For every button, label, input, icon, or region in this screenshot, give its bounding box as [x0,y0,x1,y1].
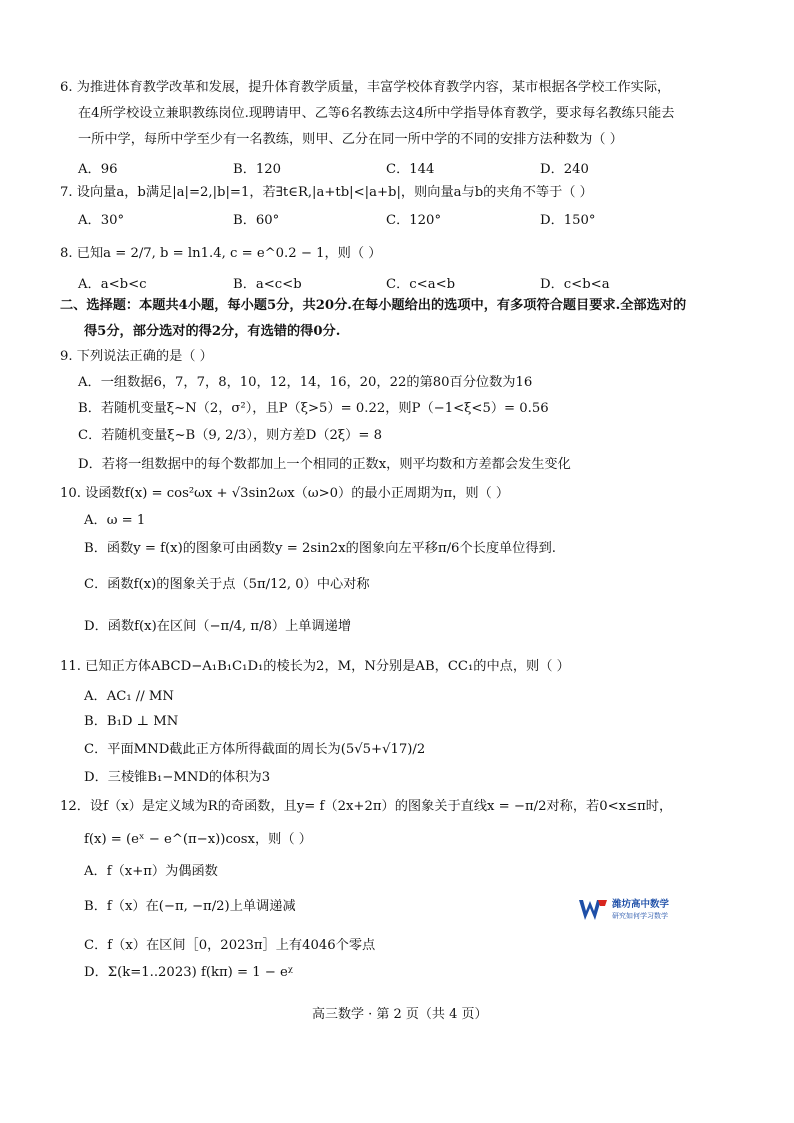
q10-option-b: B．函数y = f(x)的图象可由函数y = 2sin2x的图象向左平移π/6个长度单位得到. [84,541,556,556]
q9-option-a: A．一组数据6，7，7，8，10，12，14，16，20，22的第80百分位数为16 [78,375,533,390]
q9-option-b: B．若随机变量ξ~N（2，σ²），且P（ξ>5）= 0.22，则P（−1<ξ<5）= 0.56 [78,401,549,416]
q8-option-b: B．a<c<b [233,277,302,292]
q7-option-c: C．120° [386,213,442,228]
q6-option-d: D．240 [540,162,589,177]
q6-option-c: C．144 [386,162,435,177]
q6-line1: 6. 为推进体育教学改革和发展，提升体育教学质量，丰富学校体育教学内容，某市根据各学校工作实际， [60,80,671,95]
q10-option-a: A．ω = 1 [84,513,146,528]
q9-option-d: D．若将一组数据中的每个数都加上一个相同的正数x，则平均数和方差都会发生变化 [78,457,571,472]
q9-stem: 9. 下列说法正确的是（ ） [60,349,213,364]
q11-option-b: B．B₁D ⊥ MN [84,714,179,729]
q8-option-c: C．c<a<b [386,277,456,292]
logo-name: 潍坊高中数学 [612,899,670,910]
q12-option-c: C．f（x）在区间［0，2023π］上有4046个零点 [84,938,376,953]
q12-function-definition: f(x) = (eˣ − e^(π−x))cosx，则（ ） [84,832,312,847]
q10-stem: 10. 设函数f(x) = cos²ωx + √3sin2ωx（ω>0）的最小正周期为π，则（ ） [60,486,510,501]
q11-stem: 11. 已知正方体ABCD−A₁B₁C₁D₁的棱长为2，M，N分别是AB，CC₁的中点，则（ ） [60,659,570,674]
q8-option-d: D．c<b<a [540,277,610,292]
q6-line3: 一所中学，每所中学至少有一名教练，则甲、乙分在同一所中学的不同的安排方法种数为（ ） [78,132,623,147]
q7-stem: 7. 设向量a，b满足|a|=2,|b|=1，若∃t∈R,|a+tb|<|a+b|，则向量a与b的夹角不等于（ ） [60,185,593,200]
publisher-logo [578,896,698,930]
logo-tagline: 研究如何学习数学 [612,912,668,920]
q12-option-d: D．Σ(k=1..2023) f(kπ) = 1 − eᵡ [84,965,293,980]
section2-heading: 二、选择题：本题共4小题，每小题5分，共20分.在每小题给出的选项中，有多项符合题目要求.全部选对的 [60,298,687,313]
q8-option-a: A．a<b<c [78,277,147,292]
q12-option-b: B．f（x）在(−π, −π/2)上单调递减 [84,899,296,914]
q8-stem: 8. 已知a = 2/7, b = ln1.4, c = e^0.2 − 1，则（ ） [60,246,382,261]
w-logo-icon [578,898,608,922]
q9-option-c: C．若随机变量ξ~B（9, 2/3），则方差D（2ξ）= 8 [78,428,382,443]
q11-option-a: A．AC₁ // MN [84,689,174,704]
q12-option-a: A．f（x+π）为偶函数 [84,864,218,879]
section2-instructions: 得5分，部分选对的得2分，有选错的得0分. [84,324,341,339]
q10-option-c: C．函数f(x)的图象关于点（5π/12, 0）中心对称 [84,577,370,592]
q10-option-d: D．函数f(x)在区间（−π/4, π/8）上单调递增 [84,619,352,634]
q7-option-d: D．150° [540,213,596,228]
q7-option-b: B．60° [233,213,280,228]
q7-option-a: A．30° [78,213,125,228]
q6-option-b: B．120 [233,162,282,177]
q12-stem: 12．设f（x）是定义域为R的奇函数，且y= f（2x+2π）的图象关于直线x = −π/2对称，若0<x≤π时， [60,799,673,814]
q6-line2: 在4所学校设立兼职教练岗位.现聘请甲、乙等6名教练去这4所中学指导体育教学，要求每名教练只能去 [78,106,675,121]
q11-option-d: D．三棱锥B₁−MND的体积为3 [84,770,271,785]
q11-option-c: C．平面MND截此正方体所得截面的周长为(5√5+√17)/2 [84,742,426,757]
q6-option-a: A．96 [78,162,118,177]
page-footer: 高三数学 · 第 2 页（共 4 页） [312,1007,488,1022]
